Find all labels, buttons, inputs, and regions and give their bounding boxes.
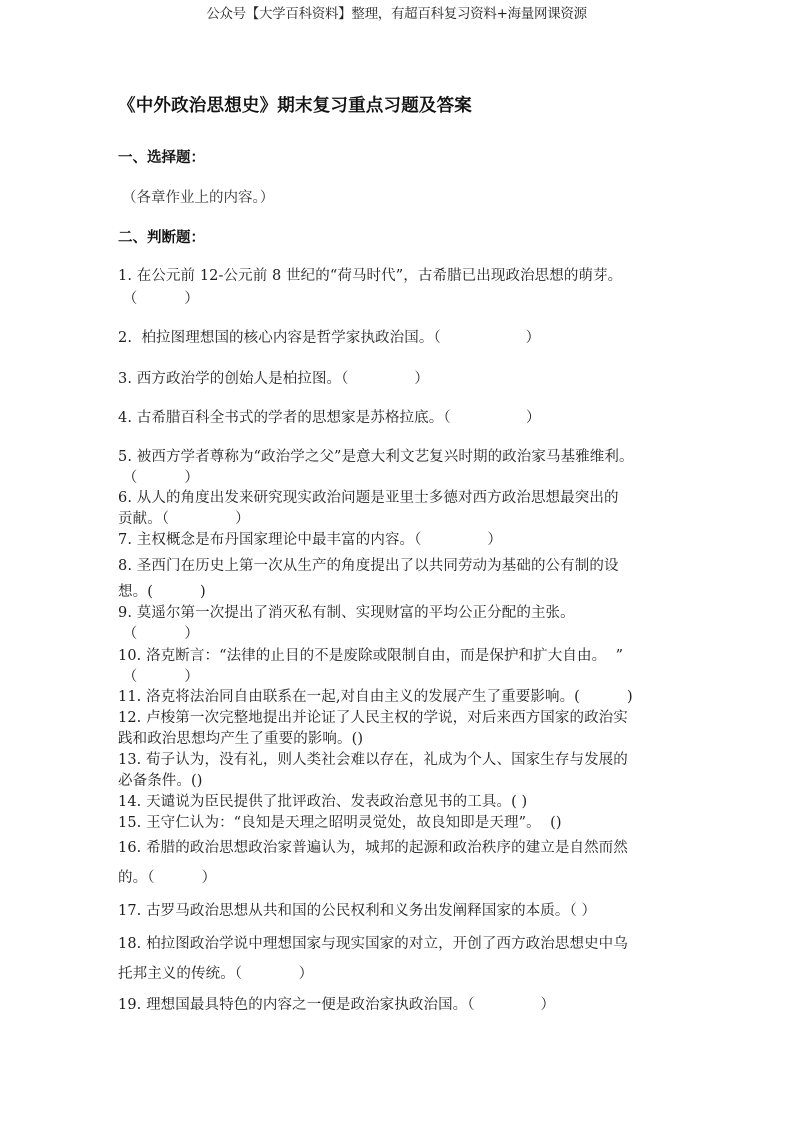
question-10: 10. 洛克断言：“法律的止目的不是废除或限制自由，而是保护和扩大自由。 ” (118, 648, 624, 664)
question-2: 2. 柏拉图理想国的核心内容是哲学家执政治国。（ ） (118, 330, 541, 346)
document-title: 《中外政治思想史》期末复习重点习题及答案 (118, 96, 472, 116)
page-header-banner: 公众号【大学百科资料】整理，有超百科复习资料+海量网课资源 (206, 6, 587, 22)
question-12-continued: 践和政治思想均产生了重要的影响。() (118, 731, 364, 747)
question-14: 14. 天谴说为臣民提供了批评政治、发表政治意见书的工具。( ) (118, 794, 528, 810)
question-16: 16. 希腊的政治思想政治家普遍认为，城邦的起源和政治秩序的建立是自然而然 (118, 840, 628, 856)
question-4: 4. 古希腊百科全书式的学者的思想家是苏格拉底。（ ） (118, 410, 541, 426)
question-1: 1. 在公元前 12-公元前 8 世纪的“荷马时代”，古希腊已出现政治思想的萌芽。 (118, 268, 623, 284)
question-12: 12. 卢梭第一次完整地提出并论证了人民主权的学说，对后来西方国家的政治实 (118, 710, 628, 726)
question-17: 17. 古罗马政治思想从共和国的公民权利和义务出发阐释国家的本质。（ ） (118, 903, 597, 919)
question-18-continued: 托邦主义的传统。（ ） (118, 966, 314, 982)
question-13: 13. 荀子认为，没有礼，则人类社会难以存在，礼成为个人、国家生存与发展的 (118, 752, 628, 768)
question-7: 7. 主权概念是布丹国家理论中最丰富的内容。（ ） (118, 532, 503, 548)
question-6: 6. 从人的角度出发来研究现实政治问题是亚里士多德对西方政治思想最突出的 (118, 490, 619, 506)
question-1-answer-blank: （ ） (118, 291, 200, 307)
question-9: 9. 莫遥尔第一次提出了消灭私有制、实现财富的平均公正分配的主张。 (118, 605, 575, 621)
question-8: 8. 圣西门在历史上第一次从生产的角度提出了以共同劳动为基础的公有制的设 (118, 558, 619, 574)
section-heading-true-false: 二、判断题： (118, 229, 205, 246)
question-10-answer-blank: （ ） (118, 669, 200, 685)
section-heading-multiple-choice: 一、选择题： (118, 149, 205, 166)
question-16-continued: 的。（ ） (118, 870, 217, 886)
question-8-continued: 想。( ) (118, 584, 206, 600)
question-18: 18. 柏拉图政治学说中理想国家与现实国家的对立，开创了西方政治思想史中乌 (118, 936, 628, 952)
question-19: 19. 理想国最具特色的内容之一便是政治家执政治国。（ ） (118, 997, 556, 1013)
question-5: 5. 被西方学者尊称为“政治学之父”是意大利文艺复兴时期的政治家马基雅维利。 (118, 449, 634, 465)
question-6-continued: 贡献。（ ） (118, 511, 250, 527)
question-3: 3. 西方政治学的创始人是柏拉图。（ ） (118, 371, 430, 387)
question-15: 15. 王守仁认为：“良知是天理之昭明灵觉处，故良知即是天理”。 () (118, 815, 562, 831)
question-9-answer-blank: （ ） (118, 626, 200, 642)
question-11: 11. 洛克将法治同自由联系在一起,对自由主义的发展产生了重要影响。( ) (118, 689, 633, 705)
section-note-multiple-choice: （各章作业上的内容。） (122, 190, 275, 206)
question-13-continued: 必备条件。() (118, 773, 203, 789)
question-5-answer-blank: （ ） (118, 470, 200, 486)
